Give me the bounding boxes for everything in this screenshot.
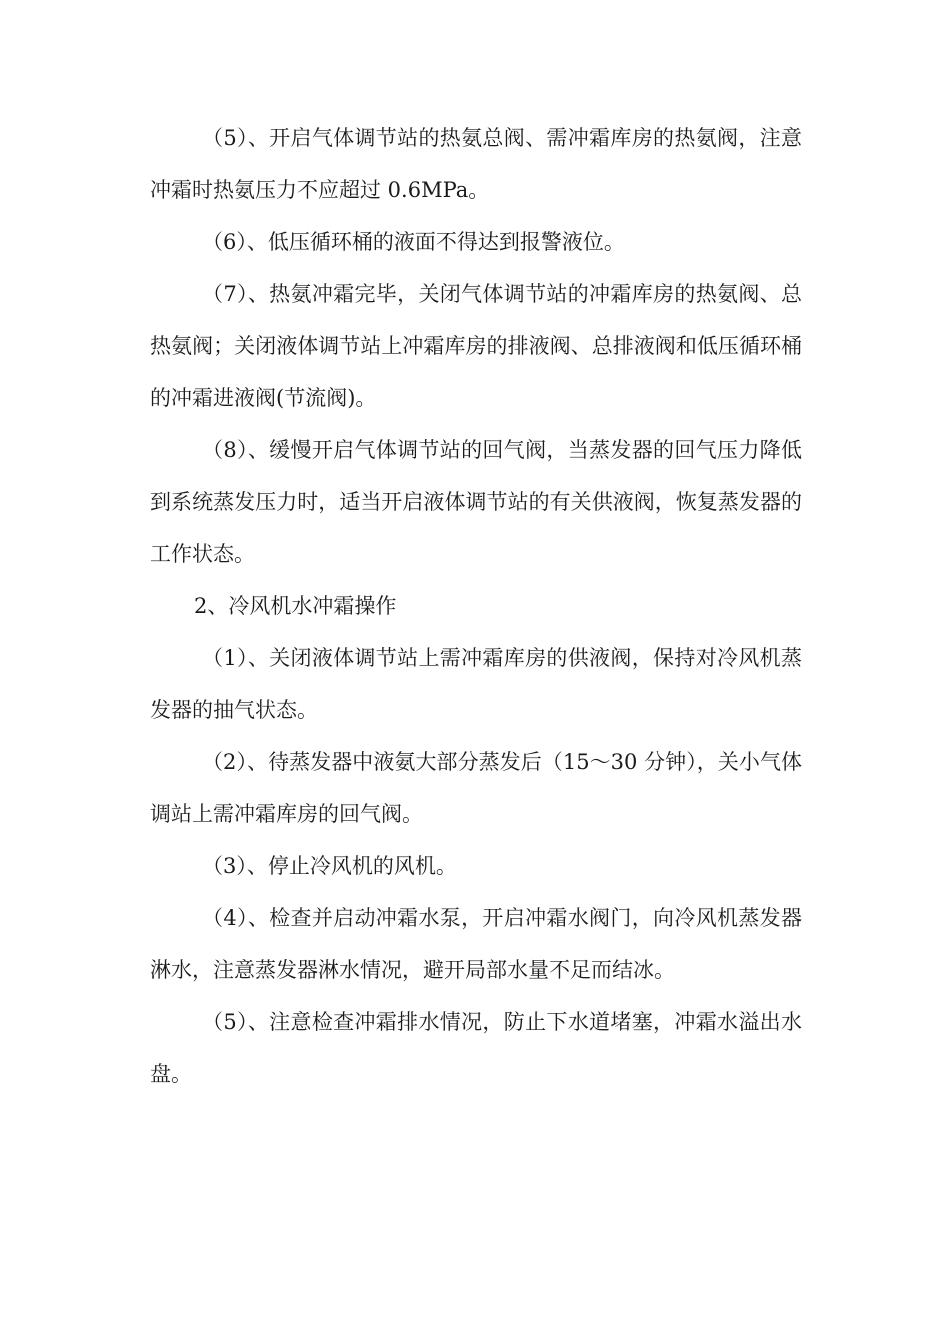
document-body	[150, 112, 802, 1100]
paragraph-step-7-close-valves: （7）、热氨冲霜完毕，关闭气体调节站的冲霜库房的热氨阀、总热氨阀；关闭液体调节站上冲霜库房的排液阀、总排液阀和低压循环桶的冲霜进液阀(节流阀)。	[150, 282, 802, 410]
paragraph-water-step-1: （1）、关闭液体调节站上需冲霜库房的供液阀，保持对冷风机蒸发器的抽气状态。	[150, 646, 802, 722]
paragraph-step-8-restore-operation: （8）、缓慢开启气体调节站的回气阀，当蒸发器的回气压力降低到系统蒸发压力时，适当开启液体调节站的有关供液阀，恢复蒸发器的工作状态。	[150, 438, 802, 566]
paragraph-water-step-3: （3）、停止冷风机的风机。	[202, 854, 457, 878]
paragraph-step-6-liquid-level: （6）、低压循环桶的液面不得达到报警液位。	[202, 230, 625, 254]
paragraph-water-step-5: （5）、注意检查冲霜排水情况，防止下水道堵塞，冲霜水溢出水盘。	[150, 1010, 802, 1086]
paragraph-water-step-4: （4）、检查并启动冲霜水泵，开启冲霜水阀门，向冷风机蒸发器淋水，注意蒸发器淋水情况，避开局部水量不足而结冰。	[150, 906, 802, 982]
paragraph-step-5-hot-ammonia-valves: （5）、开启气体调节站的热氨总阀、需冲霜库房的热氨阀，注意冲霜时热氨压力不应超过 0.6MPa。	[150, 126, 802, 202]
paragraph-water-step-2: （2）、待蒸发器中液氨大部分蒸发后（15～30 分钟），关小气体调站上需冲霜库房的回气阀。	[150, 750, 802, 826]
section-heading-water-defrost: 2、冷风机水冲霜操作	[194, 594, 397, 618]
